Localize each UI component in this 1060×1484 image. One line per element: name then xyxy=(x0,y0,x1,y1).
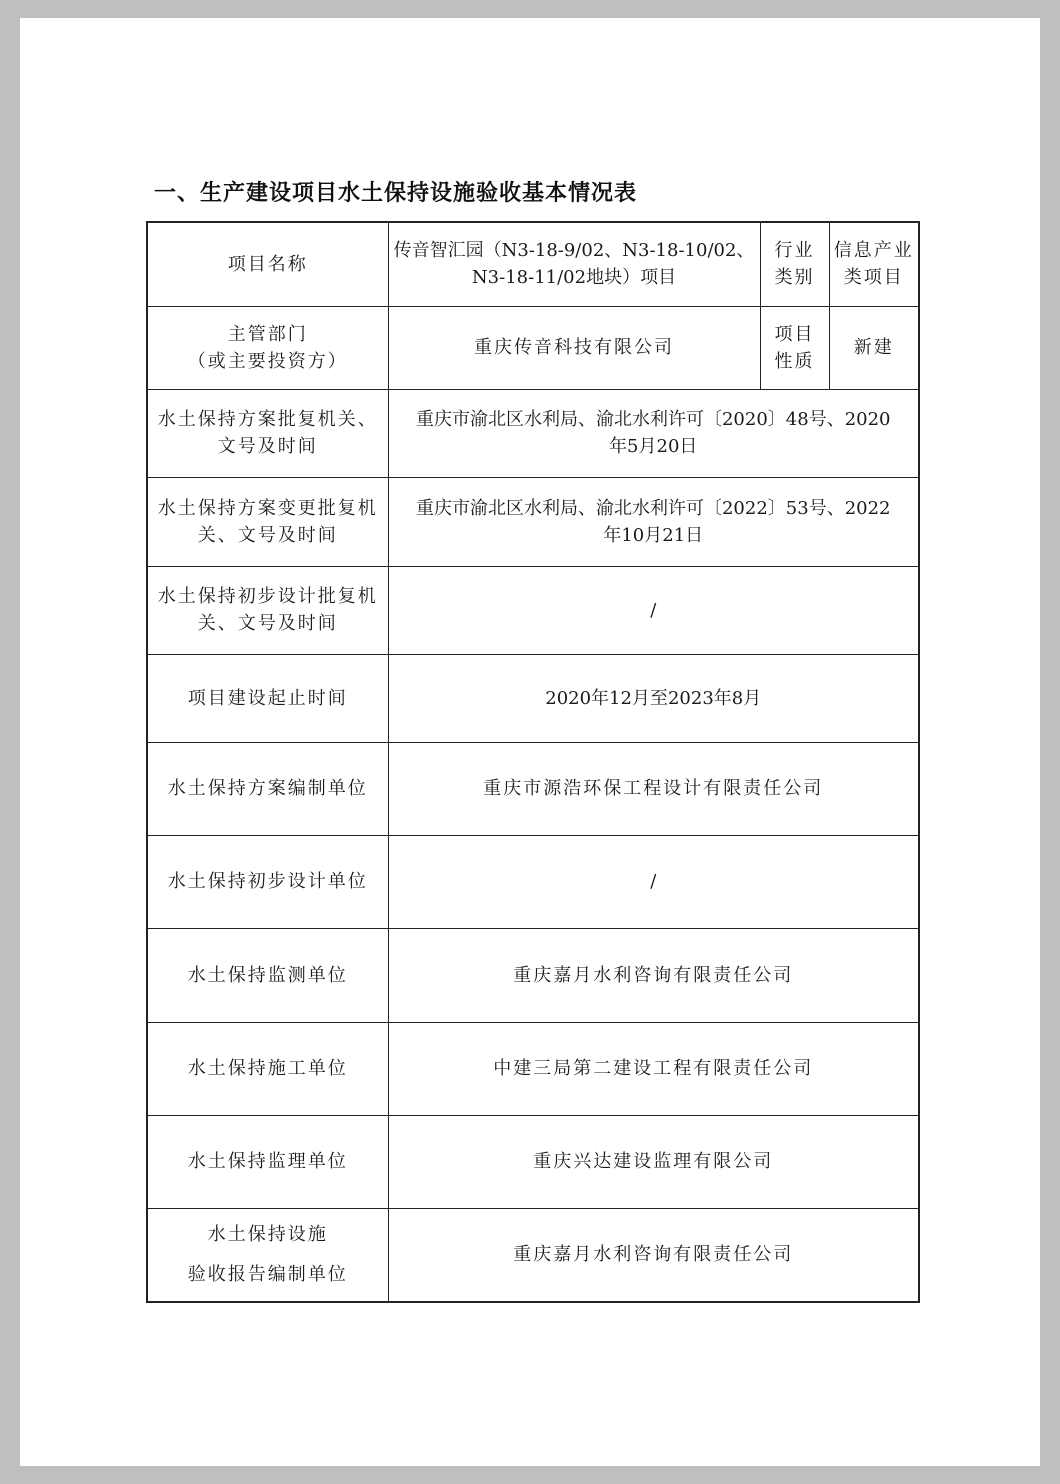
supervision-unit-value: 重庆兴达建设监理有限公司 xyxy=(388,1115,919,1208)
table-row xyxy=(147,1022,919,1115)
project-nature-label-line1: 项目 xyxy=(774,323,815,345)
plan-change-approval-value xyxy=(388,477,919,566)
table-row xyxy=(147,835,919,928)
table-row xyxy=(147,1115,919,1208)
project-nature-label-line2: 性质 xyxy=(774,350,815,372)
project-nature-label xyxy=(760,306,829,389)
preliminary-design-unit-label: 水土保持初步设计单位 xyxy=(147,835,388,928)
monitoring-unit-label: 水土保持监测单位 xyxy=(147,928,388,1022)
plan-change-approval-label-line1: 水土保持方案变更批复机 xyxy=(157,497,378,519)
project-name-label: 项目名称 xyxy=(147,222,388,306)
report-compiler-label-line2: 验收报告编制单位 xyxy=(187,1263,348,1285)
plan-approval-label-line1: 水土保持方案批复机关、 xyxy=(157,409,378,430)
table-row xyxy=(147,306,919,389)
table-row xyxy=(147,566,919,654)
document-page xyxy=(20,18,1040,1466)
industry-category-label-line1: 行业 xyxy=(774,240,815,262)
construction-unit-value: 中建三局第二建设工程有限责任公司 xyxy=(388,1022,919,1115)
industry-category-value-line2: 类项目 xyxy=(843,267,904,289)
department-label-line1: 主管部门 xyxy=(227,323,308,345)
department-value: 重庆传音科技有限公司 xyxy=(388,306,760,389)
table-row xyxy=(147,928,919,1022)
construction-period-value: 2020年12月至2023年8月 xyxy=(388,654,919,742)
project-nature-value: 新建 xyxy=(829,306,919,389)
department-label xyxy=(147,306,388,389)
construction-unit-label: 水土保持施工单位 xyxy=(147,1022,388,1115)
plan-change-approval-value-line1: 重庆市渝北区水利局、渝北水利许可〔2022〕53号、2022 xyxy=(415,497,891,519)
preliminary-design-unit-value: / xyxy=(388,835,919,928)
plan-approval-label-line2: 文号及时间 xyxy=(217,436,318,457)
project-name-value xyxy=(388,222,760,306)
plan-change-approval-label xyxy=(147,477,388,566)
table-row xyxy=(147,1208,919,1302)
supervision-unit-label: 水土保持监理单位 xyxy=(147,1115,388,1208)
plan-approval-label xyxy=(147,389,388,477)
plan-approval-value-line1: 重庆市渝北区水利局、渝北水利许可〔2020〕48号、2020 xyxy=(415,409,891,430)
preliminary-design-approval-label xyxy=(147,566,388,654)
industry-category-label-line2: 类别 xyxy=(774,267,815,289)
industry-category-value-line1: 信息产业 xyxy=(833,240,914,262)
preliminary-design-approval-label-line1: 水土保持初步设计批复机 xyxy=(157,586,378,607)
industry-category-value xyxy=(829,222,919,306)
plan-approval-value xyxy=(388,389,919,477)
basic-info-table xyxy=(146,221,920,1303)
report-compiler-label xyxy=(147,1208,388,1302)
report-compiler-label-line1: 水土保持设施 xyxy=(207,1223,328,1245)
industry-category-label xyxy=(760,222,829,306)
plan-compiler-value: 重庆市源浩环保工程设计有限责任公司 xyxy=(388,742,919,835)
preliminary-design-approval-value: / xyxy=(388,566,919,654)
plan-approval-value-line2: 年5月20日 xyxy=(609,436,698,457)
project-name-value-line1: 传音智汇园（N3-18-9/02、N3-18-10/02、 xyxy=(393,240,755,262)
report-compiler-value: 重庆嘉月水利咨询有限责任公司 xyxy=(388,1208,919,1302)
plan-change-approval-label-line2: 关、文号及时间 xyxy=(197,524,338,546)
preliminary-design-approval-label-line2: 关、文号及时间 xyxy=(197,613,338,634)
project-name-value-line2: N3-18-11/02地块）项目 xyxy=(471,267,677,289)
table-row xyxy=(147,742,919,835)
department-label-line2: （或主要投资方） xyxy=(187,350,348,372)
table-row xyxy=(147,477,919,566)
table-row xyxy=(147,654,919,742)
monitoring-unit-value: 重庆嘉月水利咨询有限责任公司 xyxy=(388,928,919,1022)
construction-period-label: 项目建设起止时间 xyxy=(147,654,388,742)
plan-change-approval-value-line2: 年10月21日 xyxy=(603,524,704,546)
table-row xyxy=(147,389,919,477)
document-heading: 一、生产建设项目水土保持设施验收基本情况表 xyxy=(154,181,638,206)
table-row xyxy=(147,222,919,306)
plan-compiler-label: 水土保持方案编制单位 xyxy=(147,742,388,835)
